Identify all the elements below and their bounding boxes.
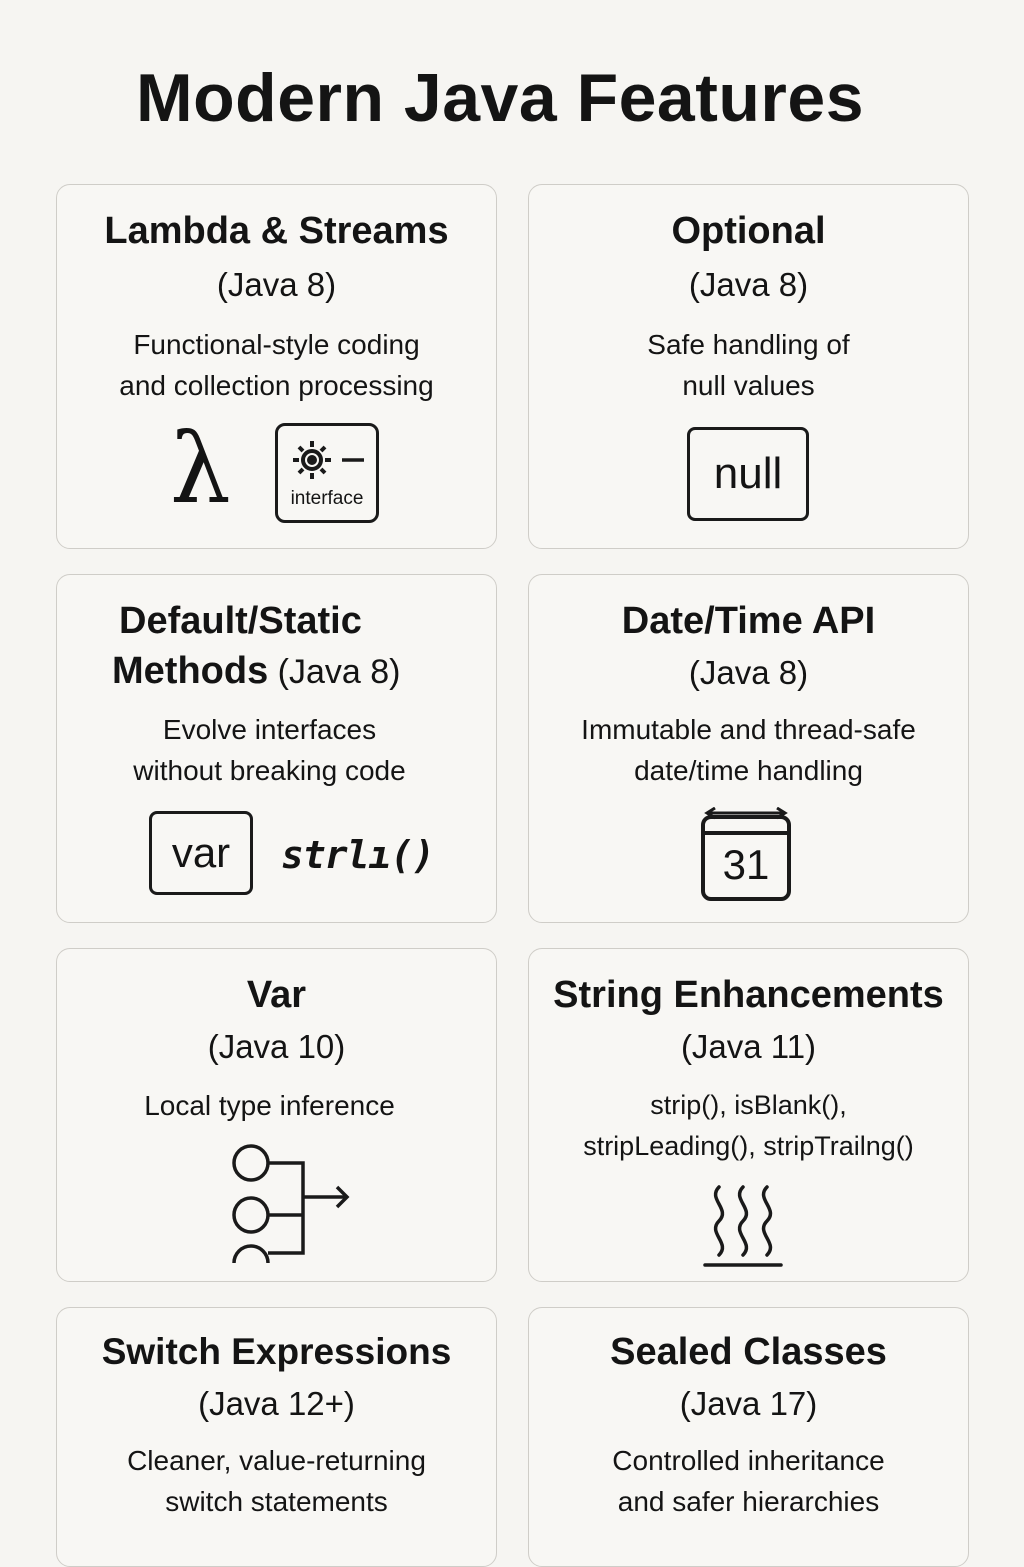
feature-card-sealed-classes [528, 1307, 969, 1567]
description-line: Evolve interfaces [162, 714, 377, 745]
card-version: (Java 12+) [198, 1385, 355, 1422]
feature-card-switch-expressions [56, 1307, 497, 1567]
card-version: (Java 11) [680, 1028, 817, 1065]
feature-card-string-enhancements [528, 948, 969, 1282]
whitespace-waves-icon [701, 1181, 785, 1269]
card-description [57, 1440, 496, 1522]
card-title-bold: Methods [112, 650, 269, 692]
description-line: Controlled inheritance [612, 1445, 885, 1476]
gear-interface-icon [275, 423, 379, 523]
card-version: (Java 10) [207, 1028, 346, 1065]
type-inference-icon [227, 1139, 357, 1269]
lambda-icon: λ [170, 413, 231, 525]
description-line: without breaking code [133, 755, 406, 786]
description-line: Safe handling of [647, 329, 850, 360]
card-version: (Java 8) [688, 266, 809, 303]
card-title: Sealed Classes [610, 1331, 887, 1373]
card-version: (Java 8) [688, 654, 809, 691]
card-version: (Java 8) [268, 653, 401, 691]
description-line: date/time handling [634, 755, 863, 786]
var-box-icon: var [149, 811, 253, 895]
card-title: Default/Static [119, 600, 362, 642]
description-line: and safer hierarchies [617, 1486, 880, 1517]
code-method-icon: strlı() [281, 833, 435, 877]
null-box-icon: null [687, 427, 809, 521]
card-version: (Java 17) [679, 1385, 818, 1422]
card-title: Var [246, 974, 307, 1016]
card-description [57, 709, 482, 791]
card-title-line-2 [112, 647, 497, 696]
card-description [529, 1085, 968, 1167]
description-line: Functional-style coding [133, 329, 420, 360]
card-title: Lambda & Streams [104, 210, 449, 252]
page-title: Modern Java Features [135, 60, 865, 136]
card-title: Optional [671, 210, 826, 252]
description-line: null values [682, 370, 815, 401]
card-description [529, 324, 968, 406]
card-title: String Enhancements [553, 974, 944, 1016]
calendar-day: 31 [722, 841, 770, 888]
card-description [57, 324, 496, 406]
feature-card-date-time-api [528, 574, 969, 923]
feature-card-var [56, 948, 497, 1282]
description-line: Cleaner, value-returning [127, 1445, 426, 1476]
calendar-icon [699, 807, 793, 903]
card-description [529, 1440, 968, 1522]
description-line: strip(), isBlank(), [650, 1090, 847, 1120]
card-title: Date/Time API [621, 600, 876, 642]
description-line: stripLeading(), stripTrailng() [583, 1131, 914, 1161]
card-description [529, 709, 968, 791]
description-line: and collection processing [119, 370, 434, 401]
description-line: switch statements [165, 1486, 388, 1517]
description-line: Immutable and thread-safe [581, 714, 916, 745]
card-description [57, 1085, 482, 1126]
feature-card-optional [528, 184, 969, 549]
feature-card-lambda-streams [56, 184, 497, 549]
card-title: Switch Expressions [101, 1331, 452, 1372]
card-version: (Java 8) [216, 266, 337, 303]
feature-card-default-static-methods [56, 574, 497, 923]
description-line: Local type inference [144, 1090, 395, 1121]
interface-label: interface [290, 488, 364, 509]
